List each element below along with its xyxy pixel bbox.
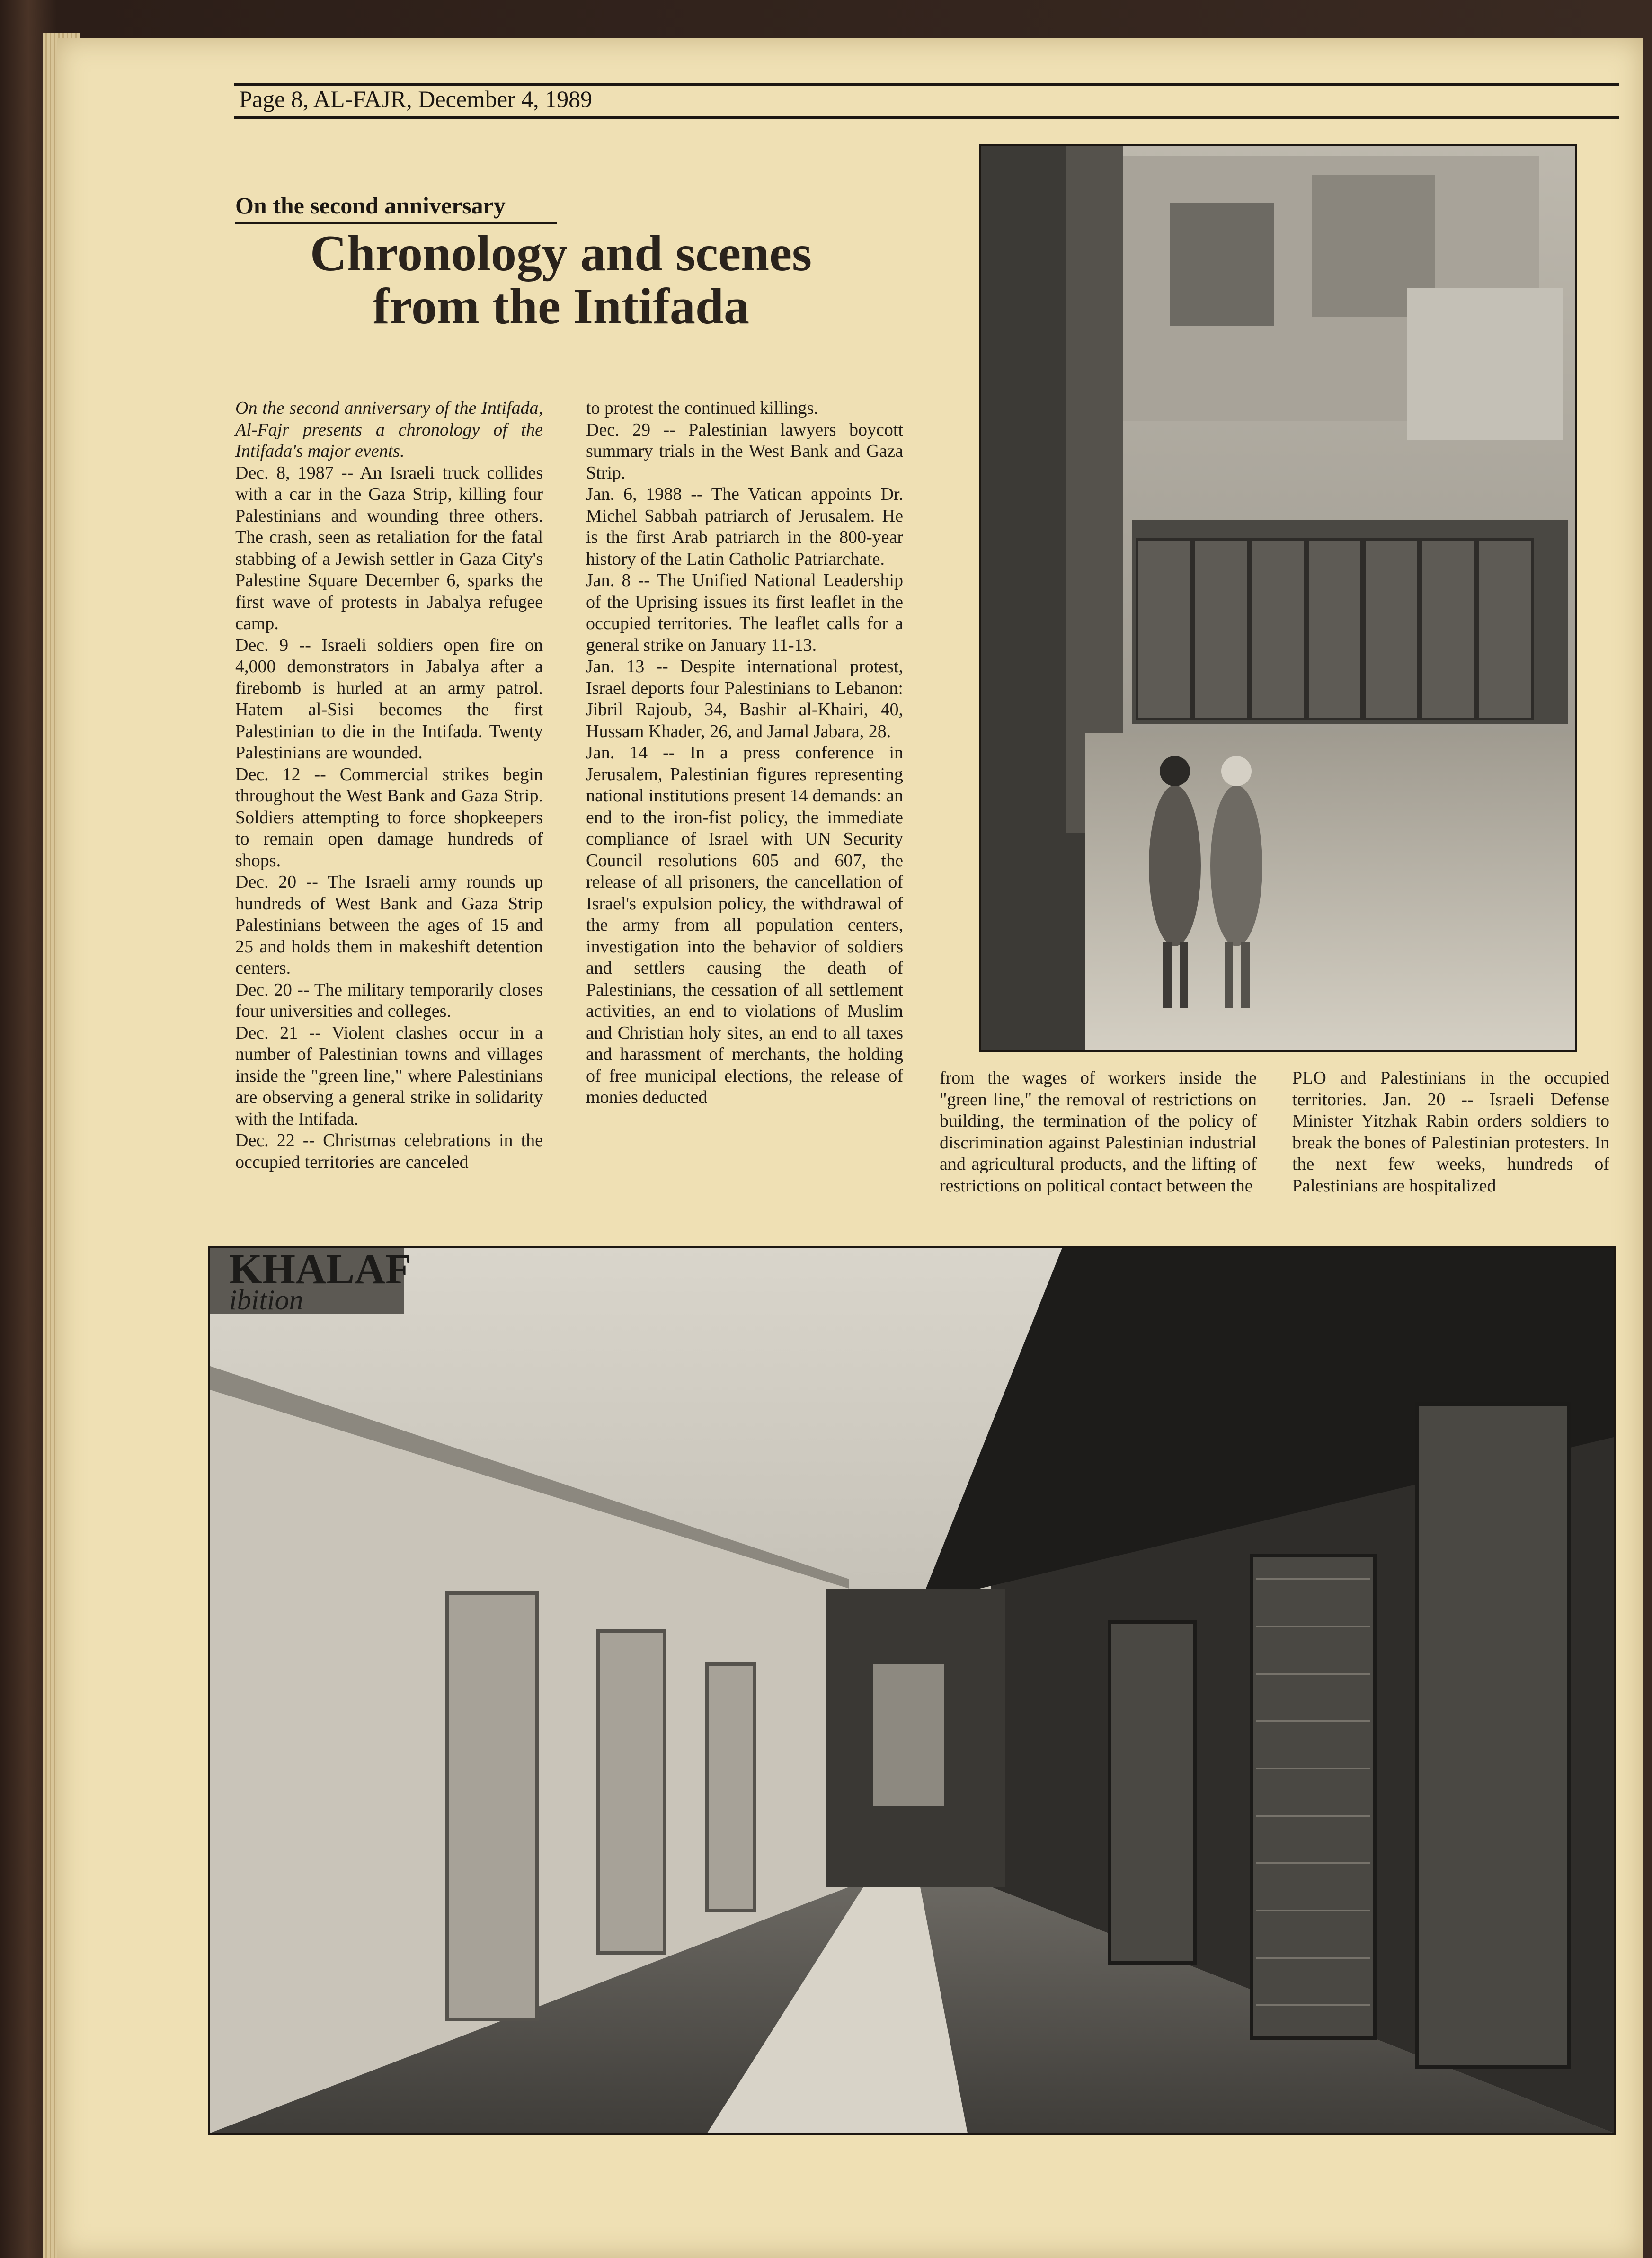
- chronology-entry: to protest the continued killings.: [586, 398, 818, 418]
- kicker-underline: [235, 222, 557, 224]
- page-header: Page 8, AL-FAJR, December 4, 1989: [239, 86, 593, 112]
- column-2: [586, 398, 903, 1109]
- chronology-entry: Dec. 12 -- Commercial strikes begin throughout the West Bank and Gaza Strip. Soldiers attempting to force shopkeepers to remain open damage hundreds of shops.: [235, 764, 543, 871]
- chronology-entry: Jan. 13 -- Despite international protest, Israel deports four Palestinians to Lebanon: Jibril Rajoub, 34, Bashir al-Khairi, 40, Hussam Khader, 26, and Jamal Jabara, 28.: [586, 657, 903, 741]
- column-1: [235, 398, 543, 1173]
- shop-sign-text: KHALAF: [229, 1248, 412, 1293]
- chronology-entry: from the wages of workers inside the "green line," the removal of restrictions on building, the termination of the policy of discrimination against Palestinian industrial and agricultural products, and the lifting of restrictions on political contact between the: [940, 1068, 1257, 1196]
- chronology-entry: Dec. 22 -- Christmas celebrations in the occupied territories are canceled: [235, 1130, 543, 1172]
- shop-sign-subtext: ibition: [229, 1284, 303, 1316]
- chronology-entry: Jan. 6, 1988 -- The Vatican appoints Dr. Michel Sabbah patriarch of Jerusalem. He is the first Arab patriarch in the 800-year history of the Latin Catholic Patriarchate.: [586, 484, 903, 569]
- chronology-entry: Dec. 20 -- The Israeli army rounds up hundreds of West Bank and Gaza Strip Palestinians between the ages of 15 and 25 and holds them in makeshift detention centers.: [235, 872, 543, 978]
- header-bottom-rule: [234, 116, 1619, 119]
- photo-street-women: [979, 144, 1577, 1052]
- article-intro: On the second anniversary of the Intifada, Al-Fajr presents a chronology of the Intifada's major events.: [235, 398, 543, 461]
- column-3: [940, 1067, 1257, 1197]
- article-kicker: On the second anniversary: [235, 192, 506, 219]
- photo-street-women-image: [981, 146, 1575, 1050]
- chronology-entry: Dec. 9 -- Israeli soldiers open fire on 4,000 demonstrators in Jabalya after a firebomb is hurled at an army patrol. Hatem al-Sisi becomes the first Palestinian to die in the Intifada. Twenty Palestinians are wounded.: [235, 635, 543, 763]
- photo-market-alley: [208, 1246, 1616, 2135]
- title-line-1: Chronology and scenes: [310, 225, 812, 282]
- chronology-entry: Dec. 8, 1987 -- An Israeli truck collides with a car in the Gaza Strip, killing four Palestinians and wounding three others. The crash, seen as retaliation for the fatal stabbing of a Jewish settler in Gaza City's Palestine Square December 6, sparks the first wave of protests in Jabalya refugee camp.: [235, 462, 543, 633]
- chronology-entry: PLO and Palestinians in the occupied territories. Jan. 20 -- Israeli Defense Minister Yitzhak Rabin orders soldiers to break the bones of Palestinian protesters. In the next few weeks, hundreds of Palestinians are hospitalized: [1292, 1068, 1609, 1196]
- title-line-2: from the Intifada: [373, 278, 749, 335]
- chronology-entry: Jan. 8 -- The Unified National Leadership of the Uprising issues its first leaflet in the occupied territories. The leaflet calls for a general strike on January 11-13.: [586, 570, 903, 655]
- column-4: [1292, 1067, 1609, 1197]
- chronology-entry: Jan. 14 -- In a press conference in Jerusalem, Palestinian figures representing national institutions present 14 demands: an end to the iron-fist policy, the immediate compliance of Israel with UN Security Council resolutions 605 and 607, the release of all prisoners, the cancellation of Israel's expulsion policy, the withdrawal of the army from all population centers, investigation into the behavior of soldiers and settlers causing the death of Palestinians, the cessation of all settlement activities, an end to violations of Muslim and Christian holy sites, an end to all taxes and harassment of merchants, the holding of free municipal elections, the release of monies deducted: [586, 743, 903, 1107]
- chronology-entry: Dec. 21 -- Violent clashes occur in a number of Palestinian towns and villages inside the "green line," where Palestinians are observing a general strike in solidarity with the Intifada.: [235, 1022, 543, 1129]
- photo-market-alley-image: [210, 1248, 1614, 2133]
- article-title: [265, 227, 857, 333]
- chronology-entry: Dec. 29 -- Palestinian lawyers boycott summary trials in the West Bank and Gaza Strip.: [586, 419, 903, 483]
- chronology-entry: Dec. 20 -- The military temporarily closes four universities and colleges.: [235, 979, 543, 1021]
